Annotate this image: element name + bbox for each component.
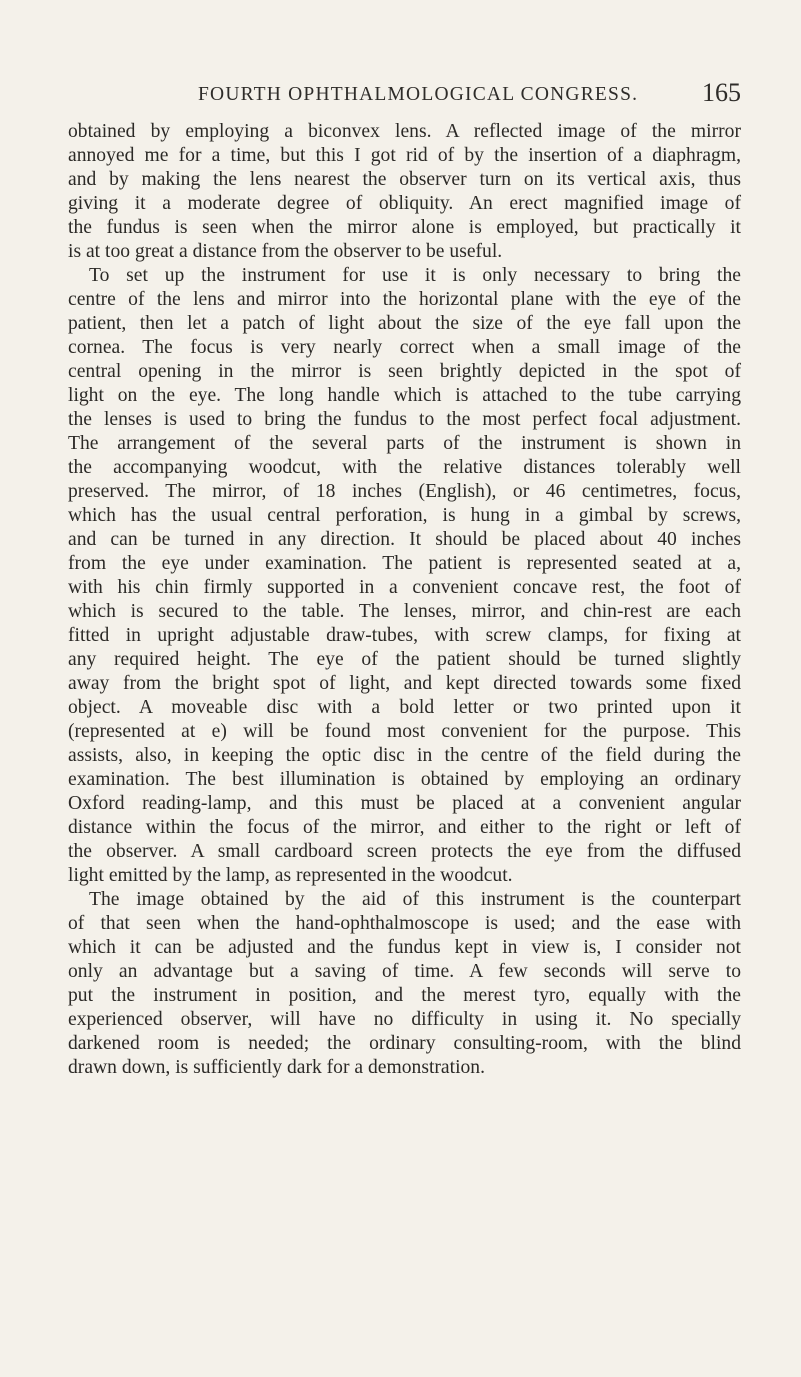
text-line: only an advantage but a saving of time. A few seconds will serve to <box>68 961 741 982</box>
text-line: The arrangement of the several parts of the instrument is shown in <box>68 433 741 454</box>
text-line: and can be turned in any direction. It should be placed about 40 inches <box>68 529 741 550</box>
text-line: drawn down, is sufficiently dark for a demonstration. <box>68 1057 485 1078</box>
text-line: the fundus is seen when the mirror alone is employed, but practically it <box>68 217 741 238</box>
text-line: any required height. The eye of the patient should be turned slightly <box>68 649 741 670</box>
text-line: object. A moveable disc with a bold letter or two printed upon it <box>68 697 741 718</box>
text-line: away from the bright spot of light, and kept directed towards some fixed <box>68 673 741 694</box>
text-line: the observer. A small cardboard screen protects the eye from the diffused <box>68 841 741 862</box>
text-line: To set up the instrument for use it is only necessary to bring the <box>89 265 741 286</box>
text-line: distance within the focus of the mirror, and either to the right or left of <box>68 817 741 838</box>
text-line: The image obtained by the aid of this instrument is the counterpart <box>89 889 741 910</box>
text-line: cornea. The focus is very nearly correct when a small image of the <box>68 337 741 358</box>
text-line: giving it a moderate degree of obliquity. An erect magnified image of <box>68 193 741 214</box>
text-line: light on the eye. The long handle which is attached to the tube carrying <box>68 385 741 406</box>
text-line: patient, then let a patch of light about the size of the eye fall upon the <box>68 313 741 334</box>
text-line: fitted in upright adjustable draw-tubes, with screw clamps, for fixing at <box>68 625 741 646</box>
text-line: light emitted by the lamp, as represented in the woodcut. <box>68 865 513 886</box>
text-line: examination. The best illumination is obtained by employing an ordinary <box>68 769 741 790</box>
text-line: obtained by employing a biconvex lens. A reflected image of the mirror <box>68 121 741 142</box>
text-line: of that seen when the hand-ophthalmoscope is used; and the ease with <box>68 913 741 934</box>
text-line: assists, also, in keeping the optic disc in the centre of the field during the <box>68 745 741 766</box>
text-line: is at too great a distance from the observer to be useful. <box>68 241 503 262</box>
text-line: the accompanying woodcut, with the relative distances tolerably well <box>68 457 741 478</box>
text-line: which it can be adjusted and the fundus kept in view is, I consider not <box>68 937 741 958</box>
text-line: which has the usual central perforation, is hung in a gimbal by screws, <box>68 505 741 526</box>
text-line: which is secured to the table. The lenses, mirror, and chin-rest are each <box>68 601 741 622</box>
page-number: 165 <box>702 78 741 107</box>
text-line: put the instrument in position, and the merest tyro, equally with the <box>68 985 741 1006</box>
text-line: experienced observer, will have no difficulty in using it. No specially <box>68 1009 741 1030</box>
text-line: annoyed me for a time, but this I got rid of by the insertion of a diaphragm, <box>68 145 741 166</box>
text-line: Oxford reading-lamp, and this must be placed at a convenient angular <box>68 793 741 814</box>
text-line: central opening in the mirror is seen brightly depicted in the spot of <box>68 361 741 382</box>
text-line: centre of the lens and mirror into the horizontal plane with the eye of the <box>68 289 741 310</box>
text-line: the lenses is used to bring the fundus to the most perfect focal adjustment. <box>68 409 741 430</box>
text-line: (represented at e) will be found most convenient for the purpose. This <box>68 721 741 742</box>
text-line: darkened room is needed; the ordinary consulting-room, with the blind <box>68 1033 741 1054</box>
text-line: from the eye under examination. The patient is represented seated at a, <box>68 553 741 574</box>
text-line: with his chin firmly supported in a convenient concave rest, the foot of <box>68 577 741 598</box>
running-head <box>0 78 801 114</box>
text-line: preserved. The mirror, of 18 inches (English), or 46 centimetres, focus, <box>68 481 741 502</box>
text-line: and by making the lens nearest the observer turn on its vertical axis, thus <box>68 169 741 190</box>
running-title: FOURTH OPHTHALMOLOGICAL CONGRESS. <box>198 84 639 105</box>
